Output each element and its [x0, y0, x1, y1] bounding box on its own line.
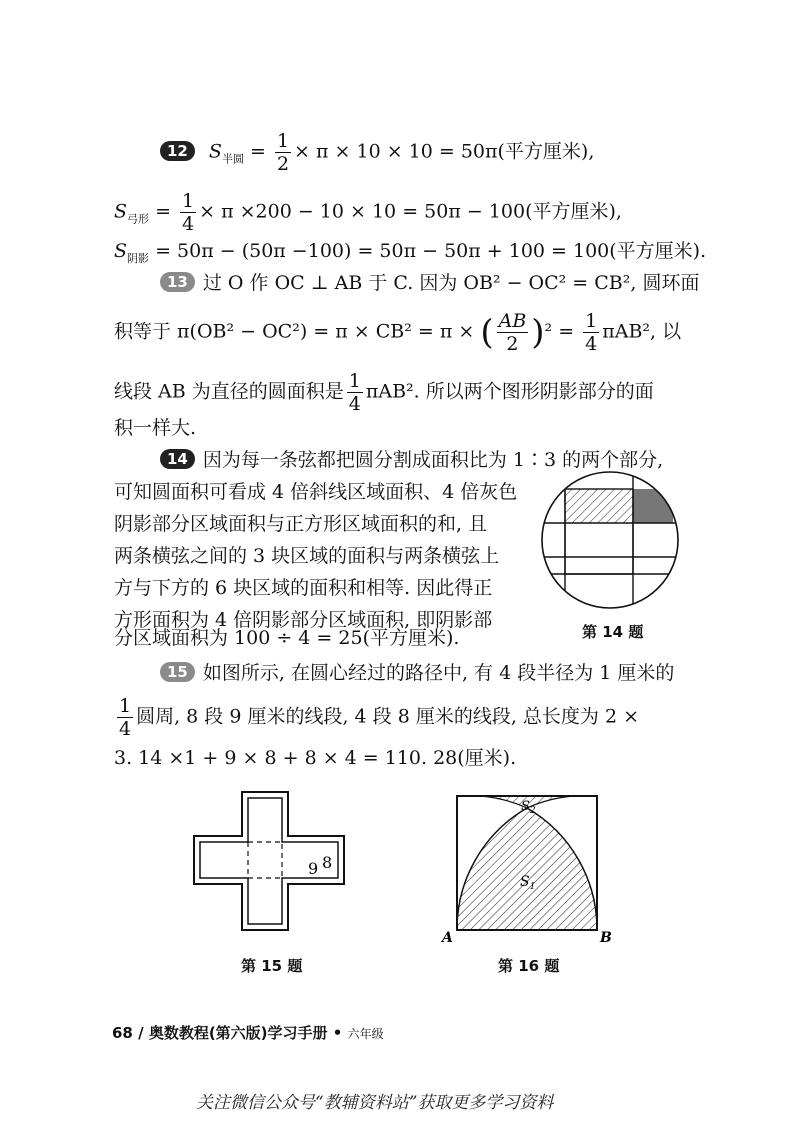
- p12-line-3: $S_{阴影} = 50\pi - (50\pi -100) = 50\pi - 50\pi + 100 = 100$(平方厘米).: [114, 240, 707, 265]
- p13-line-2: 积等于 π(OB² − OC²) = π × CB² = π × ( $\frac{AB}{2}$ )² = $\frac{1}{4}$ πAB², 以: [114, 310, 682, 355]
- p12-line-2: $S_{弓形}$ = $\frac{1}{4}$ × π ×200 − 10 × 10 = 50π − 100(平方厘米),: [114, 190, 622, 235]
- label-b: B: [600, 930, 612, 945]
- figure-16: [440, 790, 620, 945]
- page-number: 68: [112, 1024, 133, 1042]
- p15-line-2: $\frac{1}{4}$ 圆周, 8 段 9 厘米的线段, 4 段 8 厘米的线段, 总长度为 2 ×: [119, 695, 640, 740]
- label-s2: $S_2$: [521, 799, 536, 816]
- p14-line-3: 阴影部分区域面积与正方形区域面积的和, 且: [114, 513, 488, 535]
- p15-line-3: 3. 14 ×1 + 9 × 8 + 8 × 4 = 110. 28(厘米).: [114, 747, 517, 769]
- figure-14: [540, 470, 680, 610]
- fraction: $\frac{1}{2}$: [276, 130, 290, 175]
- fraction: $\frac{1}{4}$: [119, 695, 132, 740]
- p13-badge: 13: [160, 272, 195, 292]
- p14-line-4: 两条横弦之间的 3 块区域的面积与两条横弦上: [114, 545, 500, 567]
- p14-line-5: 方与下方的 6 块区域的面积和相等. 因此得正: [114, 577, 493, 599]
- figure-14-caption: 第 14 题: [582, 623, 644, 641]
- p13-line-1: 13 过 O 作 OC ⊥ AB 于 C. 因为 OB² − OC² = CB², 圆环面: [160, 270, 699, 296]
- label-s1: $S_1$: [520, 874, 536, 892]
- fraction: $\frac{1}{4}$: [585, 310, 598, 355]
- p13-line-4: 积一样大.: [114, 417, 197, 439]
- figure-16-caption: 第 16 题: [498, 957, 560, 975]
- p14-line-7: 分区域面积为 100 ÷ 4 = 25(平方厘米).: [114, 627, 460, 649]
- p15-badge: 15: [160, 662, 195, 682]
- figure-15: [190, 788, 350, 938]
- label-a: A: [442, 930, 453, 945]
- p12-line-1: 12 $S_{半圆}$ = $\frac{1}{2}$ × π × 10 × 10 = 50π(平方厘米),: [160, 130, 594, 175]
- fraction: $\frac{1}{4}$: [348, 370, 361, 415]
- fraction: $\frac{1}{4}$: [182, 190, 195, 235]
- watermark-note: 关注微信公众号“教辅资料站”获取更多学习资料: [196, 1093, 554, 1113]
- p14-line-2: 可知圆面积可看成 4 倍斜线区域面积、4 倍灰色: [114, 481, 518, 503]
- label-8: 8: [322, 853, 333, 872]
- grade-label: 六年级: [347, 1027, 384, 1041]
- p14-line-1: 14 因为每一条弦都把圆分割成面积比为 1∶3 的两个部分,: [160, 447, 663, 473]
- p15-line-1: 15 如图所示, 在圆心经过的路径中, 有 4 段半径为 1 厘米的: [160, 660, 674, 686]
- p12-badge: 12: [160, 141, 195, 161]
- p14-line-6: 方形面积为 4 倍阴影部分区域面积, 即阴影部: [114, 609, 493, 631]
- p14-badge: 14: [160, 449, 195, 469]
- page-footer: 68 / 奥数教程(第六版)学习手册 • 六年级: [112, 1024, 384, 1042]
- label-9: 9: [308, 859, 319, 878]
- book-title: 奥数教程(第六版)学习手册: [148, 1024, 328, 1042]
- fraction: $\frac{AB}{2}$: [498, 310, 527, 355]
- p13-line-3: 线段 AB 为直径的圆面积是 $\frac{1}{4}$ πAB². 所以两个图形阴影部分的面: [114, 370, 654, 415]
- figure-15-caption: 第 15 题: [241, 957, 303, 975]
